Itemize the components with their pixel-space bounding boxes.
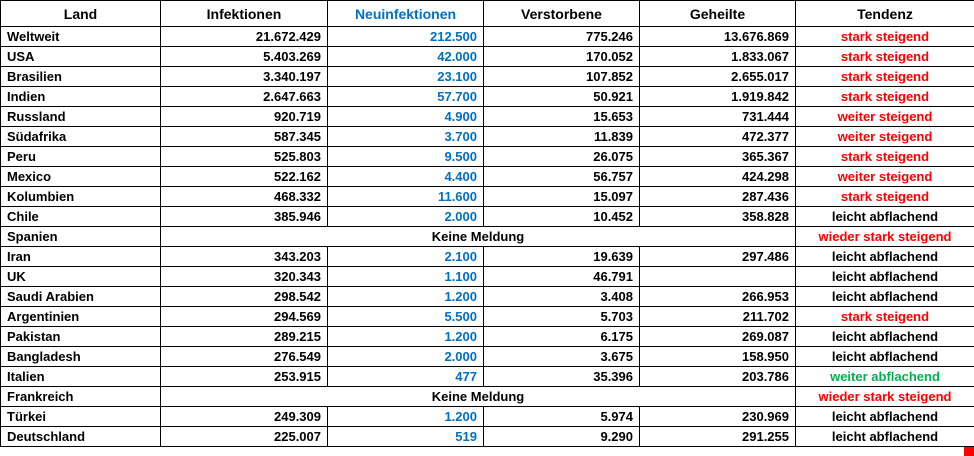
cell-geheilte: 211.702 bbox=[640, 307, 796, 327]
cell-infektionen: 21.672.429 bbox=[161, 27, 328, 47]
table-row bbox=[1, 307, 974, 327]
cell-neuinfektionen: 4.400 bbox=[328, 167, 484, 187]
cell-tendenz: leicht abflachend bbox=[796, 327, 974, 347]
cell-tendenz: leicht abflachend bbox=[796, 247, 974, 267]
column-header-land: Land bbox=[1, 1, 161, 27]
cell-neuinfektionen: 519 bbox=[328, 427, 484, 447]
cell-land: Peru bbox=[1, 147, 161, 167]
cell-geheilte: 13.676.869 bbox=[640, 27, 796, 47]
cell-land: Frankreich bbox=[1, 387, 161, 407]
cell-tendenz: stark steigend bbox=[796, 27, 974, 47]
cell-geheilte bbox=[640, 267, 796, 287]
cell-verstorbene: 3.408 bbox=[484, 287, 640, 307]
cell-neuinfektionen: 4.900 bbox=[328, 107, 484, 127]
cell-verstorbene: 5.703 bbox=[484, 307, 640, 327]
cell-neuinfektionen: 9.500 bbox=[328, 147, 484, 167]
table-row bbox=[1, 27, 974, 47]
cell-infektionen: 525.803 bbox=[161, 147, 328, 167]
cell-neuinfektionen: 3.700 bbox=[328, 127, 484, 147]
cell-land: Indien bbox=[1, 87, 161, 107]
cell-geheilte: 472.377 bbox=[640, 127, 796, 147]
cell-no-report-note: Keine Meldung bbox=[161, 387, 796, 407]
cell-geheilte: 1.833.067 bbox=[640, 47, 796, 67]
cell-neuinfektionen: 1.100 bbox=[328, 267, 484, 287]
cell-no-report-note: Keine Meldung bbox=[161, 227, 796, 247]
cell-tendenz: leicht abflachend bbox=[796, 347, 974, 367]
cell-infektionen: 298.542 bbox=[161, 287, 328, 307]
cell-infektionen: 587.345 bbox=[161, 127, 328, 147]
cell-tendenz: stark steigend bbox=[796, 307, 974, 327]
cell-infektionen: 468.332 bbox=[161, 187, 328, 207]
cell-tendenz: leicht abflachend bbox=[796, 287, 974, 307]
cell-tendenz: leicht abflachend bbox=[796, 427, 974, 447]
cell-land: Türkei bbox=[1, 407, 161, 427]
cell-infektionen: 5.403.269 bbox=[161, 47, 328, 67]
cell-geheilte: 230.969 bbox=[640, 407, 796, 427]
cell-verstorbene: 9.290 bbox=[484, 427, 640, 447]
cell-infektionen: 249.309 bbox=[161, 407, 328, 427]
cell-infektionen: 3.340.197 bbox=[161, 67, 328, 87]
cell-geheilte: 158.950 bbox=[640, 347, 796, 367]
cell-infektionen: 320.343 bbox=[161, 267, 328, 287]
cell-tendenz: wieder stark steigend bbox=[796, 227, 974, 247]
table-row bbox=[1, 367, 974, 387]
table-header-row bbox=[1, 1, 974, 27]
cell-land: Chile bbox=[1, 207, 161, 227]
cell-verstorbene: 3.675 bbox=[484, 347, 640, 367]
cell-neuinfektionen: 11.600 bbox=[328, 187, 484, 207]
column-header-verstorbene: Verstorbene bbox=[484, 1, 640, 27]
cell-verstorbene: 46.791 bbox=[484, 267, 640, 287]
column-header-tendenz: Tendenz bbox=[796, 1, 974, 27]
cell-verstorbene: 10.452 bbox=[484, 207, 640, 227]
table-body bbox=[1, 27, 974, 447]
cell-land: Brasilien bbox=[1, 67, 161, 87]
cell-tendenz: leicht abflachend bbox=[796, 207, 974, 227]
cell-geheilte: 287.436 bbox=[640, 187, 796, 207]
table-row bbox=[1, 247, 974, 267]
table-header bbox=[1, 1, 974, 27]
cell-neuinfektionen: 2.000 bbox=[328, 347, 484, 367]
cell-infektionen: 385.946 bbox=[161, 207, 328, 227]
table-row bbox=[1, 327, 974, 347]
table-row bbox=[1, 407, 974, 427]
corner-marker bbox=[964, 447, 974, 456]
cell-neuinfektionen: 212.500 bbox=[328, 27, 484, 47]
table-row bbox=[1, 87, 974, 107]
cell-land: Bangladesh bbox=[1, 347, 161, 367]
cell-verstorbene: 26.075 bbox=[484, 147, 640, 167]
cell-infektionen: 253.915 bbox=[161, 367, 328, 387]
cell-tendenz: weiter steigend bbox=[796, 167, 974, 187]
cell-tendenz: stark steigend bbox=[796, 67, 974, 87]
cell-verstorbene: 107.852 bbox=[484, 67, 640, 87]
cell-neuinfektionen: 477 bbox=[328, 367, 484, 387]
cell-verstorbene: 170.052 bbox=[484, 47, 640, 67]
cell-land: Spanien bbox=[1, 227, 161, 247]
cell-verstorbene: 50.921 bbox=[484, 87, 640, 107]
cell-verstorbene: 15.097 bbox=[484, 187, 640, 207]
cell-infektionen: 294.569 bbox=[161, 307, 328, 327]
cell-geheilte: 291.255 bbox=[640, 427, 796, 447]
cell-infektionen: 225.007 bbox=[161, 427, 328, 447]
cell-land: Italien bbox=[1, 367, 161, 387]
table-row bbox=[1, 187, 974, 207]
cell-infektionen: 343.203 bbox=[161, 247, 328, 267]
cell-geheilte: 2.655.017 bbox=[640, 67, 796, 87]
cell-geheilte: 266.953 bbox=[640, 287, 796, 307]
cell-infektionen: 276.549 bbox=[161, 347, 328, 367]
table-row bbox=[1, 227, 974, 247]
cell-geheilte: 1.919.842 bbox=[640, 87, 796, 107]
cell-geheilte: 297.486 bbox=[640, 247, 796, 267]
cell-tendenz: stark steigend bbox=[796, 87, 974, 107]
cell-land: UK bbox=[1, 267, 161, 287]
column-header-geheilte: Geheilte bbox=[640, 1, 796, 27]
cell-land: Argentinien bbox=[1, 307, 161, 327]
cell-geheilte: 269.087 bbox=[640, 327, 796, 347]
cell-verstorbene: 15.653 bbox=[484, 107, 640, 127]
table-row bbox=[1, 207, 974, 227]
cell-infektionen: 920.719 bbox=[161, 107, 328, 127]
cell-land: Kolumbien bbox=[1, 187, 161, 207]
cell-land: Deutschland bbox=[1, 427, 161, 447]
cell-tendenz: weiter steigend bbox=[796, 107, 974, 127]
column-header-neuinfektionen: Neuinfektionen bbox=[328, 1, 484, 27]
table-row bbox=[1, 347, 974, 367]
cell-tendenz: leicht abflachend bbox=[796, 407, 974, 427]
cell-tendenz: leicht abflachend bbox=[796, 267, 974, 287]
cell-verstorbene: 6.175 bbox=[484, 327, 640, 347]
cell-neuinfektionen: 42.000 bbox=[328, 47, 484, 67]
cell-tendenz: stark steigend bbox=[796, 47, 974, 67]
cell-tendenz: stark steigend bbox=[796, 147, 974, 167]
table-row bbox=[1, 107, 974, 127]
cell-geheilte: 203.786 bbox=[640, 367, 796, 387]
cell-neuinfektionen: 5.500 bbox=[328, 307, 484, 327]
cell-land: Iran bbox=[1, 247, 161, 267]
cell-verstorbene: 775.246 bbox=[484, 27, 640, 47]
cell-land: Mexico bbox=[1, 167, 161, 187]
cell-geheilte: 358.828 bbox=[640, 207, 796, 227]
cell-infektionen: 2.647.663 bbox=[161, 87, 328, 107]
cell-land: USA bbox=[1, 47, 161, 67]
table-row bbox=[1, 127, 974, 147]
cell-land: Südafrika bbox=[1, 127, 161, 147]
cell-neuinfektionen: 1.200 bbox=[328, 327, 484, 347]
cell-tendenz: stark steigend bbox=[796, 187, 974, 207]
cell-neuinfektionen: 23.100 bbox=[328, 67, 484, 87]
cell-verstorbene: 19.639 bbox=[484, 247, 640, 267]
table-row bbox=[1, 387, 974, 407]
cell-infektionen: 289.215 bbox=[161, 327, 328, 347]
cell-neuinfektionen: 2.000 bbox=[328, 207, 484, 227]
table-row bbox=[1, 147, 974, 167]
cell-verstorbene: 11.839 bbox=[484, 127, 640, 147]
table-row bbox=[1, 167, 974, 187]
cell-geheilte: 424.298 bbox=[640, 167, 796, 187]
cell-verstorbene: 56.757 bbox=[484, 167, 640, 187]
cell-geheilte: 731.444 bbox=[640, 107, 796, 127]
cell-land: Saudi Arabien bbox=[1, 287, 161, 307]
cell-neuinfektionen: 1.200 bbox=[328, 287, 484, 307]
cell-verstorbene: 5.974 bbox=[484, 407, 640, 427]
cell-verstorbene: 35.396 bbox=[484, 367, 640, 387]
cell-geheilte: 365.367 bbox=[640, 147, 796, 167]
table-row bbox=[1, 427, 974, 447]
cell-neuinfektionen: 2.100 bbox=[328, 247, 484, 267]
cell-land: Russland bbox=[1, 107, 161, 127]
table-row bbox=[1, 47, 974, 67]
cell-land: Pakistan bbox=[1, 327, 161, 347]
table-row bbox=[1, 67, 974, 87]
table-row bbox=[1, 287, 974, 307]
cell-tendenz: wieder stark steigend bbox=[796, 387, 974, 407]
cell-tendenz: weiter abflachend bbox=[796, 367, 974, 387]
table-row bbox=[1, 267, 974, 287]
cell-tendenz: weiter steigend bbox=[796, 127, 974, 147]
cell-neuinfektionen: 57.700 bbox=[328, 87, 484, 107]
cell-land: Weltweit bbox=[1, 27, 161, 47]
column-header-infektionen: Infektionen bbox=[161, 1, 328, 27]
cell-infektionen: 522.162 bbox=[161, 167, 328, 187]
cell-neuinfektionen: 1.200 bbox=[328, 407, 484, 427]
